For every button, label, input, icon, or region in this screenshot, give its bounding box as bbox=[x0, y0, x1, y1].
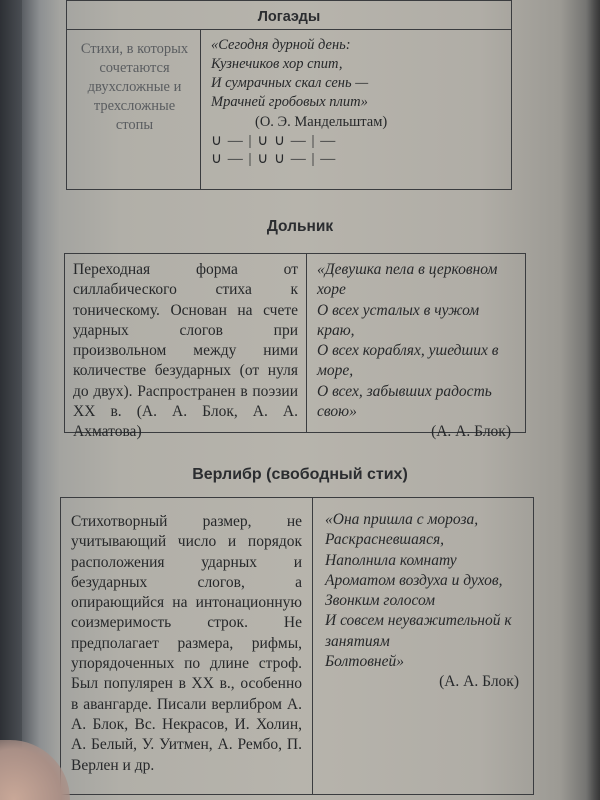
definition-text: Стихотворный размер, не учитывающий число и порядок расположения ударных и безударных слогов, а опирающийся на интонационную соизмеримость строк. Не предполагает размера, рифмы, упорядоченных по длине строф. Был популярен в XX в., особенно в авангарде. Писали верлибром А. А. Блок, Вс. Некрасов, И. Холин, А. Белый, У. Уитмен, А. Рембо, П. Верлен и др. bbox=[71, 513, 302, 774]
verse-line: Наполнила комнату bbox=[325, 551, 457, 569]
dolnik-example-cell bbox=[307, 254, 525, 441]
book-spine-shadow bbox=[586, 0, 600, 800]
verse-line: И совсем неуважительной к занятиям bbox=[325, 612, 512, 650]
verse-author: (О. Э. Мандельштам) bbox=[255, 114, 388, 130]
scheme-line: ∪ — | ∪ ∪ — | — bbox=[211, 151, 337, 167]
verse-line: О всех кораблях, ушедших в море, bbox=[317, 342, 499, 380]
verse-author: (А. А. Блок) bbox=[431, 423, 511, 441]
verse-line: Кузнечиков хор спит, bbox=[211, 56, 343, 72]
verse-line: «Она пришла с мороза, bbox=[325, 511, 479, 528]
section-title: Верлибр (свободный стих) bbox=[192, 466, 408, 483]
definition-text: Стихи, в которых сочетаются двухсложные и трехсложные стопы bbox=[80, 41, 189, 133]
verse-line: Болтовней» bbox=[325, 653, 405, 671]
verlibr-table bbox=[60, 497, 534, 795]
verse-line: «Девушка пела в церковном хоре bbox=[317, 261, 498, 299]
verse-line: Ароматом воздуха и духов, bbox=[325, 571, 503, 589]
metrical-scheme bbox=[211, 132, 503, 168]
logaedy-table bbox=[66, 0, 512, 190]
verse-block bbox=[317, 260, 517, 422]
verse-line: О всех усталых в чужом краю, bbox=[317, 301, 480, 339]
verse-line: «Сегодня дурной день: bbox=[211, 37, 351, 53]
scheme-line: ∪ — | ∪ ∪ — | — bbox=[211, 133, 337, 149]
logaedy-example-cell bbox=[201, 30, 511, 189]
definition-text: Переходная форма от силлабического стиха к тоническому. Основан на счете ударных слогов при произвольном между ними количестве безударных (от нуля до двух). Распространен в поэзии XX в. (А. А. Блок, А. А. Ахматова) bbox=[73, 261, 298, 441]
verse-line: Мрачней гробовых плит» bbox=[211, 94, 368, 110]
verse-line: И сумрачных скал сень — bbox=[211, 75, 369, 91]
section-title: Дольник bbox=[266, 218, 334, 235]
verse-block bbox=[211, 36, 503, 112]
logaedy-header-row bbox=[67, 1, 511, 30]
dolnik-table bbox=[64, 253, 526, 441]
verlibr-example-cell bbox=[313, 498, 533, 794]
verse-block bbox=[325, 510, 525, 672]
logaedy-definition-cell bbox=[67, 30, 201, 189]
verse-line: О всех, забывших радость свою» bbox=[317, 382, 492, 421]
verse-line: Раскрасневшаяся, bbox=[325, 531, 445, 549]
dolnik-definition-cell bbox=[65, 254, 307, 441]
verlibr-definition-cell bbox=[61, 498, 313, 794]
section-title: Логаэды bbox=[257, 9, 321, 25]
verse-author: (А. А. Блок) bbox=[439, 673, 519, 691]
verse-line: Звонким голосом bbox=[325, 592, 436, 610]
left-page-edge bbox=[0, 0, 22, 800]
